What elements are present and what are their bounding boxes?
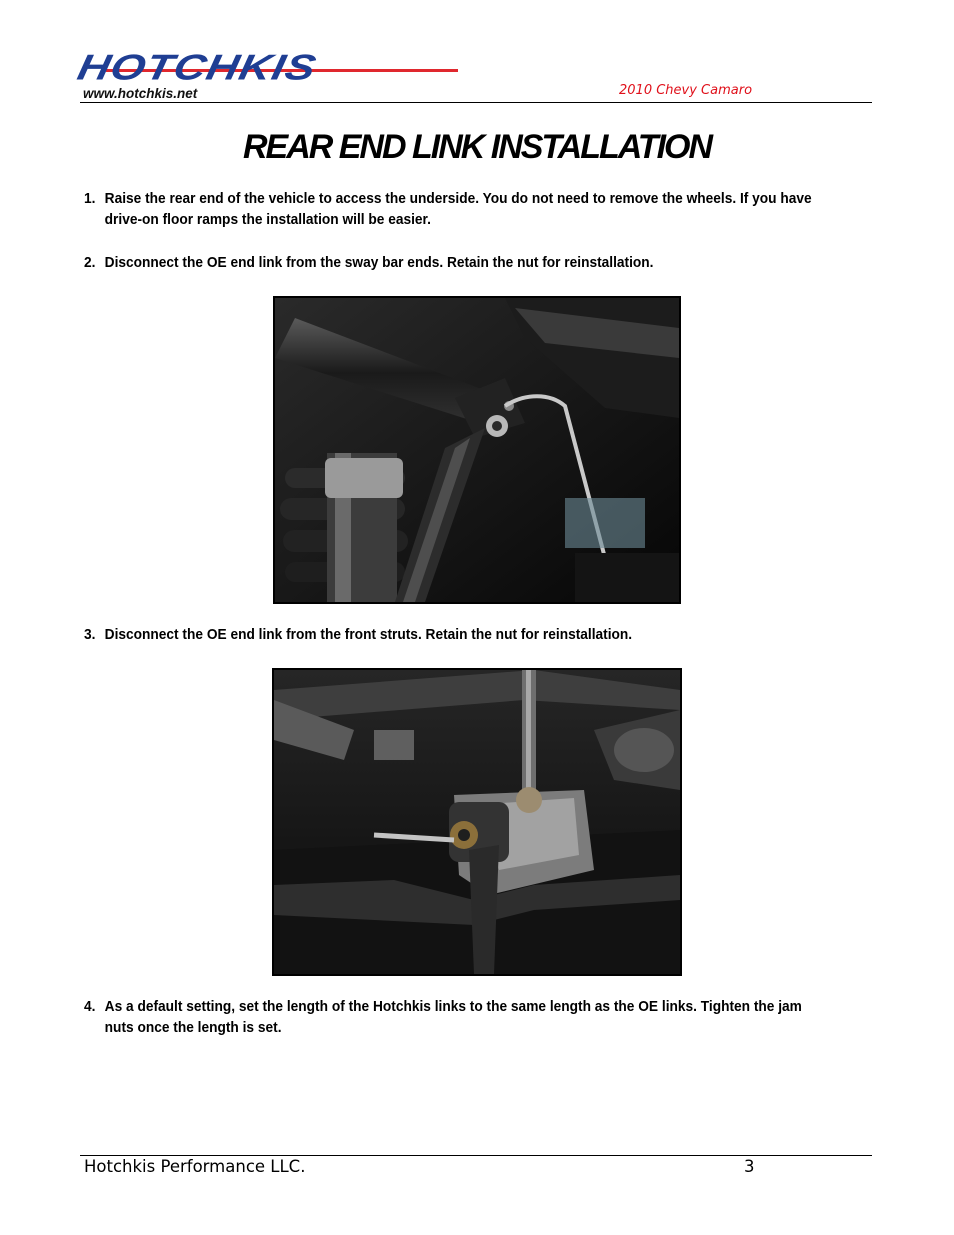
step-3-text: Disconnect the OE end link from the front struts. Retain the nut for reinstallation. <box>104 627 633 643</box>
header-divider <box>80 102 872 103</box>
photo-strut-end-link <box>272 668 682 976</box>
footer-divider <box>80 1155 872 1156</box>
step-2-number: 2. <box>84 255 96 271</box>
photo-sway-bar-end-link <box>273 296 681 604</box>
photo-strut-illustration <box>274 670 680 974</box>
logo-wordmark: HOTCHKIS <box>73 47 321 88</box>
step-1-number: 1. <box>84 191 96 207</box>
vehicle-model: 2010 Chevy Camaro <box>619 83 753 98</box>
step-4-text: As a default setting, set the length of the Hotchkis links to the same length as the OE links. Tighten the jam nuts once the length is set. <box>104 999 802 1036</box>
step-1 <box>84 189 827 231</box>
step-1-text: Raise the rear end of the vehicle to access the underside. You do not need to remove the wheels. If you have drive-on floor ramps the installation will be easier. <box>104 191 812 228</box>
step-4 <box>84 997 827 1039</box>
logo-url: www.hotchkis.net <box>83 86 198 101</box>
step-2-text: Disconnect the OE end link from the sway bar ends. Retain the nut for reinstallation. <box>104 255 654 271</box>
page-title: REAR END LINK INSTALLATION <box>242 128 712 166</box>
step-3-number: 3. <box>84 627 96 643</box>
page-number: 3 <box>744 1157 755 1176</box>
footer-company: Hotchkis Performance LLC. <box>84 1157 306 1176</box>
step-4-number: 4. <box>84 999 96 1015</box>
step-2 <box>84 253 827 274</box>
hotchkis-logo <box>73 47 390 102</box>
step-3 <box>84 625 827 646</box>
photo-sway-bar-illustration <box>275 298 679 602</box>
